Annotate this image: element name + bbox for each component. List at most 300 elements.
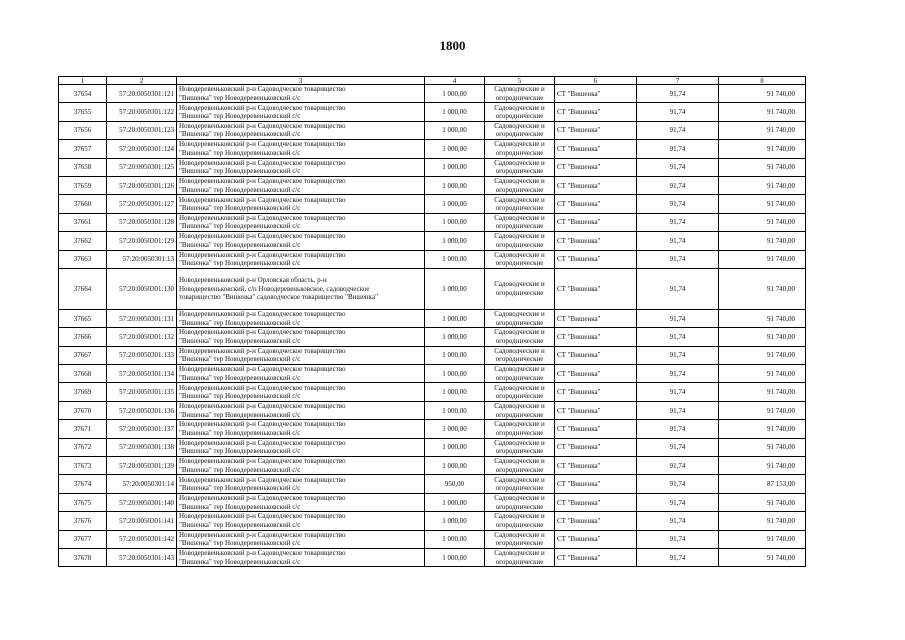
table-row xyxy=(59,309,806,327)
cadastral-number-cell: 57:20:0050301:134 xyxy=(107,365,177,383)
address-cell xyxy=(177,457,425,475)
land-use-line: огороднические xyxy=(495,222,544,231)
cadastral-number-cell: 57:20:0050301:125 xyxy=(107,158,177,176)
address-line: "Вишенка" тер Новодеревеньковский с/с xyxy=(179,355,301,364)
table-row xyxy=(59,548,806,566)
address-line: Новодеревеньковский р-н Садоводческое товарищество xyxy=(179,365,346,374)
area-cell: 1 000,00 xyxy=(425,401,485,419)
land-use-line: Садоводческие и xyxy=(494,328,545,337)
cadastral-number-cell: 57:20:0050301:127 xyxy=(107,195,177,213)
land-use-line: Садоводческие и xyxy=(494,457,545,466)
land-use-line: Садоводческие и xyxy=(494,475,545,484)
cadastral-number-cell: 57:20:0050301:126 xyxy=(107,176,177,194)
address-line: Новодеревеньковский р-н Садоводческое товарищество xyxy=(179,85,346,94)
land-use-cell xyxy=(485,121,555,139)
address-line: Новодеревеньковский р-н Садоводческое товарищество xyxy=(179,530,346,539)
area-cell: 1 000,00 xyxy=(425,548,485,566)
value-cell: 91 740,00 xyxy=(719,121,806,139)
land-use-cell xyxy=(485,401,555,419)
land-use-cell xyxy=(485,475,555,493)
address-line: Новодеревеньковский р-н Садоводческое товарищество xyxy=(179,549,346,558)
owner-cell: СТ "Вишенка" xyxy=(555,438,637,456)
row-number-cell: 37660 xyxy=(59,195,107,213)
table-row xyxy=(59,158,806,176)
value-cell: 91 740,00 xyxy=(719,457,806,475)
parcel-table-body xyxy=(59,85,806,567)
value-cell: 91 740,00 xyxy=(719,383,806,401)
table-row xyxy=(59,176,806,194)
address-line: Новодеревеньковский р-н Садоводческое товарищество xyxy=(179,494,346,502)
cadastral-number-cell: 57:20:0050301:124 xyxy=(107,140,177,158)
row-number-cell: 37667 xyxy=(59,346,107,364)
table-row xyxy=(59,85,806,103)
table-row xyxy=(59,328,806,346)
owner-cell: СТ "Вишенка" xyxy=(555,140,637,158)
land-use-line: Садоводческие и xyxy=(494,177,545,186)
row-number-cell: 37657 xyxy=(59,140,107,158)
address-cell xyxy=(177,530,425,548)
rate-cell: 91,74 xyxy=(637,213,719,231)
land-use-line: Садоводческие и xyxy=(494,140,545,149)
table-row xyxy=(59,383,806,401)
value-cell: 91 740,00 xyxy=(719,232,806,250)
owner-cell: СТ "Вишенка" xyxy=(555,512,637,530)
land-use-line: Садоводческие и xyxy=(494,512,545,521)
address-line: Новодеревеньковский р-н Садоводческое товарищество xyxy=(179,310,346,319)
area-cell: 1 000,00 xyxy=(425,121,485,139)
owner-cell: СТ "Вишенка" xyxy=(555,328,637,346)
row-number-cell: 37669 xyxy=(59,383,107,401)
address-line: Новодеревеньковский р-н Садоводческое товарищество xyxy=(179,158,346,167)
address-line: "Вишенка" тер Новодеревеньковский с/с xyxy=(179,222,301,231)
table-row xyxy=(59,103,806,121)
row-number-cell: 37678 xyxy=(59,548,107,566)
table-row xyxy=(59,268,806,309)
land-use-line: Садоводческие и xyxy=(494,420,545,429)
address-line: Новодеревеньковский р-н Садоводческое товарищество xyxy=(179,512,346,521)
address-line: Новодеревеньковский р-н Садоводческое товарищество xyxy=(179,250,346,259)
owner-cell: СТ "Вишенка" xyxy=(555,85,637,103)
address-line: "Вишенка" тер Новодеревеньковский с/с xyxy=(179,240,301,249)
cadastral-number-cell: 57:20:0050301:130 xyxy=(107,268,177,309)
land-use-cell xyxy=(485,309,555,327)
owner-cell: СТ "Вишенка" xyxy=(555,195,637,213)
land-use-line: Садоводческие и xyxy=(494,250,545,259)
rate-cell: 91,74 xyxy=(637,548,719,566)
land-use-line: огороднические xyxy=(495,336,544,345)
area-cell: 1 000,00 xyxy=(425,232,485,250)
area-cell: 1 000,00 xyxy=(425,85,485,103)
land-use-line: Садоводческие и xyxy=(494,195,545,204)
address-line: "Вишенка" тер Новодеревеньковский с/с xyxy=(179,130,301,139)
address-line: "Вишенка" тер Новодеревеньковский с/с xyxy=(179,259,301,268)
rate-cell: 91,74 xyxy=(637,176,719,194)
row-number-cell: 37664 xyxy=(59,268,107,309)
address-line: товарищество "Вишенка" садоводческое товарищество "Вишенка" xyxy=(179,293,378,302)
address-line: "Вишенка" тер Новодеревеньковский с/с xyxy=(179,185,301,194)
value-cell: 91 740,00 xyxy=(719,438,806,456)
cadastral-number-cell: 57:20:0050301:137 xyxy=(107,420,177,438)
land-use-cell xyxy=(485,530,555,548)
land-use-line: Садоводческие и xyxy=(494,402,545,411)
land-use-cell xyxy=(485,140,555,158)
land-use-cell xyxy=(485,213,555,231)
owner-cell: СТ "Вишенка" xyxy=(555,530,637,548)
land-use-line: Садоводческие и xyxy=(494,346,545,355)
value-cell: 91 740,00 xyxy=(719,176,806,194)
column-number: 1 xyxy=(59,77,107,85)
address-line: "Вишенка" тер Новодеревеньковский с/с xyxy=(179,539,301,548)
address-cell xyxy=(177,401,425,419)
area-cell: 1 000,00 xyxy=(425,420,485,438)
address-cell xyxy=(177,420,425,438)
rate-cell: 91,74 xyxy=(637,309,719,327)
address-cell xyxy=(177,512,425,530)
land-use-cell xyxy=(485,383,555,401)
address-cell xyxy=(177,365,425,383)
land-use-cell xyxy=(485,493,555,511)
land-use-line: Садоводческие и xyxy=(494,530,545,539)
rate-cell: 91,74 xyxy=(637,457,719,475)
value-cell: 87 153,00 xyxy=(719,475,806,493)
land-use-line: Садоводческие и xyxy=(494,232,545,241)
area-cell: 1 000,00 xyxy=(425,365,485,383)
rate-cell: 91,74 xyxy=(637,158,719,176)
table-row xyxy=(59,457,806,475)
value-cell: 91 740,00 xyxy=(719,103,806,121)
rate-cell: 91,74 xyxy=(637,438,719,456)
area-cell: 1 000,00 xyxy=(425,530,485,548)
cadastral-number-cell: 57:20:0050301:122 xyxy=(107,103,177,121)
address-cell xyxy=(177,176,425,194)
land-use-line: огороднические xyxy=(495,539,544,548)
address-line: Новодеревеньковский р-н Садоводческое товарищество xyxy=(179,232,346,241)
address-line: Новодеревеньковский р-н Садоводческое товарищество xyxy=(179,140,346,149)
column-number-row xyxy=(59,77,806,85)
address-cell xyxy=(177,103,425,121)
address-line: "Вишенка" тер Новодеревеньковский с/с xyxy=(179,410,301,419)
address-line: Новодеревеньковский р-н Садоводческое товарищество xyxy=(179,328,346,337)
rate-cell: 91,74 xyxy=(637,103,719,121)
row-number-cell: 37662 xyxy=(59,232,107,250)
land-use-line: огороднические xyxy=(495,502,544,511)
address-line: "Вишенка" тер Новодеревеньковский с/с xyxy=(179,484,301,493)
column-number: 6 xyxy=(555,77,637,85)
land-use-line: огороднические xyxy=(495,318,544,327)
value-cell: 91 740,00 xyxy=(719,512,806,530)
address-line: "Вишенка" тер Новодеревеньковский с/с xyxy=(179,557,301,566)
row-number-cell: 37658 xyxy=(59,158,107,176)
address-line: Новодеревеньковский р-н Садоводческое товарищество xyxy=(179,438,346,447)
land-use-cell xyxy=(485,176,555,194)
area-cell: 1 000,00 xyxy=(425,309,485,327)
rate-cell: 91,74 xyxy=(637,383,719,401)
land-use-cell xyxy=(485,438,555,456)
cadastral-number-cell: 57:20:0050301:133 xyxy=(107,346,177,364)
land-use-line: огороднические xyxy=(495,392,544,401)
table-row xyxy=(59,195,806,213)
value-cell: 91 740,00 xyxy=(719,328,806,346)
land-use-line: огороднические xyxy=(495,112,544,121)
table-row xyxy=(59,401,806,419)
column-number: 2 xyxy=(107,77,177,85)
cadastral-number-cell: 57:20:0050301:136 xyxy=(107,401,177,419)
rate-cell: 91,74 xyxy=(637,85,719,103)
table-row xyxy=(59,475,806,493)
owner-cell: СТ "Вишенка" xyxy=(555,383,637,401)
value-cell: 91 740,00 xyxy=(719,140,806,158)
rate-cell: 91,74 xyxy=(637,512,719,530)
address-line: Новодеревеньковский р-н Садоводческое товарищество xyxy=(179,475,346,484)
column-number: 7 xyxy=(637,77,719,85)
value-cell: 91 740,00 xyxy=(719,548,806,566)
land-use-cell xyxy=(485,457,555,475)
rate-cell: 91,74 xyxy=(637,420,719,438)
area-cell: 1 000,00 xyxy=(425,493,485,511)
address-line: "Вишенка" тер Новодеревеньковский с/с xyxy=(179,465,301,474)
address-line: Новодеревеньковский р-н Садоводческое товарищество xyxy=(179,177,346,186)
rate-cell: 91,74 xyxy=(637,328,719,346)
address-line: Новодеревеньковский р-н Садоводческое товарищество xyxy=(179,213,346,222)
address-cell xyxy=(177,475,425,493)
address-cell xyxy=(177,140,425,158)
rate-cell: 91,74 xyxy=(637,401,719,419)
land-use-line: огороднические xyxy=(495,288,544,297)
land-use-line: огороднические xyxy=(495,428,544,437)
column-number: 5 xyxy=(485,77,555,85)
value-cell: 91 740,00 xyxy=(719,213,806,231)
value-cell: 91 740,00 xyxy=(719,85,806,103)
table-row xyxy=(59,140,806,158)
rate-cell: 91,74 xyxy=(637,250,719,268)
cadastral-number-cell: 57:20:0050301:131 xyxy=(107,309,177,327)
owner-cell: СТ "Вишенка" xyxy=(555,457,637,475)
address-line: "Вишенка" тер Новодеревеньковский с/с xyxy=(179,204,301,213)
land-use-line: огороднические xyxy=(495,373,544,382)
rate-cell: 91,74 xyxy=(637,365,719,383)
rate-cell: 91,74 xyxy=(637,195,719,213)
owner-cell: СТ "Вишенка" xyxy=(555,548,637,566)
row-number-cell: 37670 xyxy=(59,401,107,419)
area-cell: 1 000,00 xyxy=(425,328,485,346)
table-row xyxy=(59,420,806,438)
land-use-line: огороднические xyxy=(495,93,544,102)
address-cell xyxy=(177,232,425,250)
row-number-cell: 37677 xyxy=(59,530,107,548)
owner-cell: СТ "Вишенка" xyxy=(555,365,637,383)
column-number: 3 xyxy=(177,77,425,85)
address-cell xyxy=(177,195,425,213)
value-cell: 91 740,00 xyxy=(719,309,806,327)
address-cell xyxy=(177,493,425,511)
page-number: 1800 xyxy=(439,38,466,53)
address-cell xyxy=(177,309,425,327)
address-cell xyxy=(177,548,425,566)
land-use-line: огороднические xyxy=(495,185,544,194)
rate-cell: 91,74 xyxy=(637,530,719,548)
area-cell: 1 000,00 xyxy=(425,383,485,401)
land-use-line: Садоводческие и xyxy=(494,494,545,502)
table-row xyxy=(59,530,806,548)
row-number-cell: 37661 xyxy=(59,213,107,231)
address-cell xyxy=(177,328,425,346)
area-cell: 1 000,00 xyxy=(425,195,485,213)
rate-cell: 91,74 xyxy=(637,475,719,493)
table-row xyxy=(59,121,806,139)
land-use-line: Садоводческие и xyxy=(494,121,545,130)
address-line: "Вишенка" тер Новодеревеньковский с/с xyxy=(179,392,301,401)
address-line: Новодеревеньковский р-н Садоводческое товарищество xyxy=(179,195,346,204)
land-use-line: огороднические xyxy=(495,465,544,474)
land-use-line: Садоводческие и xyxy=(494,280,545,289)
land-use-line: огороднические xyxy=(495,484,544,493)
land-use-line: Садоводческие и xyxy=(494,310,545,319)
value-cell: 91 740,00 xyxy=(719,268,806,309)
land-use-cell xyxy=(485,103,555,121)
address-line: "Вишенка" тер Новодеревеньковский с/с xyxy=(179,520,301,529)
land-use-line: огороднические xyxy=(495,240,544,249)
address-cell xyxy=(177,346,425,364)
address-line: "Вишенка" тер Новодеревеньковский с/с xyxy=(179,502,301,511)
address-line: "Вишенка" тер Новодеревеньковский с/с xyxy=(179,112,301,121)
owner-cell: СТ "Вишенка" xyxy=(555,250,637,268)
value-cell: 91 740,00 xyxy=(719,365,806,383)
address-line: "Вишенка" тер Новодеревеньковский с/с xyxy=(179,373,301,382)
land-use-cell xyxy=(485,250,555,268)
row-number-cell: 37676 xyxy=(59,512,107,530)
owner-cell: СТ "Вишенка" xyxy=(555,268,637,309)
land-use-cell xyxy=(485,512,555,530)
cadastral-number-cell: 57:20:0050301:138 xyxy=(107,438,177,456)
land-use-cell xyxy=(485,365,555,383)
address-line: "Вишенка" тер Новодеревеньковский с/с xyxy=(179,318,301,327)
value-cell: 91 740,00 xyxy=(719,401,806,419)
address-cell xyxy=(177,213,425,231)
owner-cell: СТ "Вишенка" xyxy=(555,401,637,419)
land-use-line: Садоводческие и xyxy=(494,85,545,94)
table-row xyxy=(59,438,806,456)
land-use-line: Садоводческие и xyxy=(494,213,545,222)
value-cell: 91 740,00 xyxy=(719,493,806,511)
address-cell xyxy=(177,438,425,456)
rate-cell: 91,74 xyxy=(637,493,719,511)
cadastral-number-cell: 57:20:0050301:123 xyxy=(107,121,177,139)
address-cell xyxy=(177,85,425,103)
area-cell: 1 000,00 xyxy=(425,103,485,121)
cadastral-number-cell: 57:20:0050301:143 xyxy=(107,548,177,566)
land-use-line: Садоводческие и xyxy=(494,103,545,112)
land-use-line: огороднические xyxy=(495,259,544,268)
rate-cell: 91,74 xyxy=(637,268,719,309)
address-line: "Вишенка" тер Новодеревеньковский с/с xyxy=(179,148,301,157)
cadastral-number-cell: 57:20:0050301:140 xyxy=(107,493,177,511)
row-number-cell: 37666 xyxy=(59,328,107,346)
column-number: 4 xyxy=(425,77,485,85)
address-line: Новодеревеньковский р-н Садоводческое товарищество xyxy=(179,457,346,466)
cadastral-number-cell: 57:20:0050301:132 xyxy=(107,328,177,346)
value-cell: 91 740,00 xyxy=(719,195,806,213)
owner-cell: СТ "Вишенка" xyxy=(555,103,637,121)
area-cell: 1 000,00 xyxy=(425,512,485,530)
value-cell: 91 740,00 xyxy=(719,530,806,548)
address-line: "Вишенка" тер Новодеревеньковский с/с xyxy=(179,336,301,345)
value-cell: 91 740,00 xyxy=(719,346,806,364)
row-number-cell: 37659 xyxy=(59,176,107,194)
row-number-cell: 37668 xyxy=(59,365,107,383)
address-cell xyxy=(177,383,425,401)
address-line: Новодеревеньковский р-н Садоводческое товарищество xyxy=(179,420,346,429)
row-number-cell: 37663 xyxy=(59,250,107,268)
address-cell xyxy=(177,158,425,176)
table-row xyxy=(59,213,806,231)
address-cell xyxy=(177,121,425,139)
owner-cell: СТ "Вишенка" xyxy=(555,420,637,438)
land-use-cell xyxy=(485,328,555,346)
row-number-cell: 37675 xyxy=(59,493,107,511)
area-cell: 1 000,00 xyxy=(425,140,485,158)
land-use-line: огороднические xyxy=(495,355,544,364)
rate-cell: 91,74 xyxy=(637,232,719,250)
cadastral-number-cell: 57:20:0050301:13 xyxy=(107,250,177,268)
parcel-table xyxy=(58,76,806,567)
cadastral-number-cell: 57:20:0050301:128 xyxy=(107,213,177,231)
address-cell xyxy=(177,268,425,309)
cadastral-number-cell: 57:20:0050301:141 xyxy=(107,512,177,530)
land-use-cell xyxy=(485,420,555,438)
cadastral-number-cell: 57:20:0050301:139 xyxy=(107,457,177,475)
land-use-line: огороднические xyxy=(495,167,544,176)
rate-cell: 91,74 xyxy=(637,121,719,139)
land-use-line: Садоводческие и xyxy=(494,438,545,447)
area-cell: 1 000,00 xyxy=(425,158,485,176)
value-cell: 91 740,00 xyxy=(719,420,806,438)
land-use-cell xyxy=(485,195,555,213)
table-row xyxy=(59,365,806,383)
land-use-cell xyxy=(485,346,555,364)
cadastral-number-cell: 57:20:0050301:121 xyxy=(107,85,177,103)
value-cell: 91 740,00 xyxy=(719,250,806,268)
area-cell: 1 000,00 xyxy=(425,250,485,268)
land-use-cell xyxy=(485,268,555,309)
row-number-cell: 37654 xyxy=(59,85,107,103)
land-use-line: Садоводческие и xyxy=(494,365,545,374)
area-cell: 1 000,00 xyxy=(425,268,485,309)
land-use-line: Садоводческие и xyxy=(494,158,545,167)
land-use-line: Садоводческие и xyxy=(494,383,545,392)
address-line: Новодеревеньковский р-н Садоводческое товарищество xyxy=(179,346,346,355)
land-use-cell xyxy=(485,85,555,103)
owner-cell: СТ "Вишенка" xyxy=(555,493,637,511)
address-line: Новодеревеньковский р-н Орловская область, р-н xyxy=(179,276,327,285)
land-use-line: огороднические xyxy=(495,130,544,139)
owner-cell: СТ "Вишенка" xyxy=(555,158,637,176)
owner-cell: СТ "Вишенка" xyxy=(555,121,637,139)
address-line: "Вишенка" тер Новодеревеньковский с/с xyxy=(179,428,301,437)
table-row xyxy=(59,346,806,364)
table-row xyxy=(59,493,806,511)
land-use-line: огороднические xyxy=(495,148,544,157)
row-number-cell: 37665 xyxy=(59,309,107,327)
row-number-cell: 37672 xyxy=(59,438,107,456)
address-line: "Вишенка" тер Новодеревеньковский с/с xyxy=(179,93,301,102)
area-cell: 1 000,00 xyxy=(425,176,485,194)
address-line: "Вишенка" тер Новодеревеньковский с/с xyxy=(179,167,301,176)
table-row xyxy=(59,232,806,250)
land-use-line: огороднические xyxy=(495,447,544,456)
address-cell xyxy=(177,250,425,268)
area-cell: 1 000,00 xyxy=(425,213,485,231)
address-line: "Вишенка" тер Новодеревеньковский с/с xyxy=(179,447,301,456)
